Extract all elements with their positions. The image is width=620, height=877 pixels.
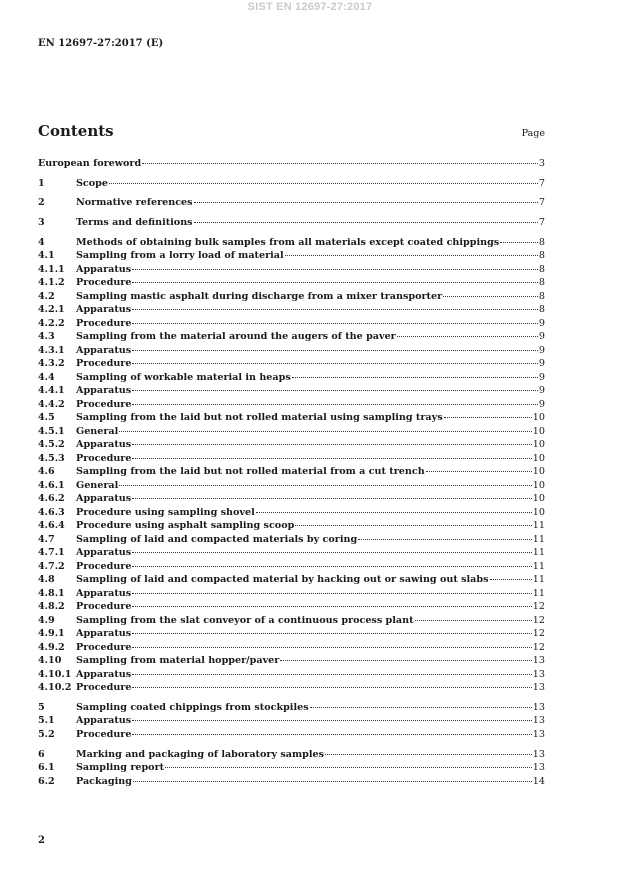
toc-entry[interactable]	[38, 761, 545, 775]
dot-leader	[426, 471, 532, 472]
toc-entry-number: 4.8	[38, 574, 55, 586]
dot-leader	[142, 163, 538, 164]
dot-leader	[358, 539, 532, 540]
toc-entry-title: Apparatus	[76, 263, 132, 275]
toc-entry-title: Procedure	[76, 398, 132, 410]
toc-entry-number: 4.10.1	[38, 668, 72, 680]
toc-entry-number: 6.1	[38, 762, 55, 774]
toc-entry-number: 4.4.2	[38, 398, 65, 410]
toc-entry-page: 11	[532, 533, 545, 545]
toc-entry-number: 5	[38, 701, 45, 713]
toc-entry-title: General	[76, 425, 119, 437]
toc-entry-number: 4.1.2	[38, 277, 65, 289]
toc-entry[interactable]	[38, 411, 545, 425]
toc-entry-page: 10	[532, 506, 545, 518]
toc-entry-page: 12	[532, 628, 545, 640]
dot-leader	[132, 444, 532, 445]
dot-leader	[132, 687, 531, 688]
toc-entry-number: 4.10.2	[38, 682, 72, 694]
dot-leader	[132, 390, 538, 391]
toc-entry[interactable]	[38, 533, 545, 547]
dot-leader	[132, 633, 532, 634]
toc-entry-number: 4.2.1	[38, 304, 65, 316]
toc-entry-title: Apparatus	[76, 493, 132, 505]
toc-entry-page: 12	[532, 614, 545, 626]
toc-entry-number: 4.9	[38, 614, 55, 626]
toc-entry-number: 6	[38, 748, 45, 760]
dot-leader	[132, 404, 537, 405]
toc-entry[interactable]	[38, 465, 545, 479]
toc-entry-number: 4.1	[38, 250, 55, 262]
toc-entry-page: 10	[532, 479, 545, 491]
toc-entry-title: Apparatus	[76, 547, 132, 559]
toc-entry[interactable]	[38, 357, 545, 371]
dot-leader	[292, 377, 538, 378]
toc-entry-page: 8	[538, 263, 545, 275]
toc-entry-number: 4.6	[38, 466, 55, 478]
toc-entry-title: Procedure	[76, 641, 132, 653]
toc-entry-page: 3	[538, 158, 545, 169]
toc-entry-title: Procedure	[76, 277, 132, 289]
toc-entry-title: Apparatus	[76, 439, 132, 451]
toc-entry-number: European foreword	[38, 158, 142, 169]
dot-leader	[444, 417, 532, 418]
page-number: 2	[38, 835, 45, 846]
dot-leader	[165, 767, 532, 768]
toc-entry-page: 13	[532, 728, 545, 740]
toc-entry[interactable]	[38, 438, 545, 452]
toc-entry-number: 1	[38, 177, 45, 189]
page-column-label: Page	[521, 128, 545, 139]
toc-entry-title: Sampling from the slat conveyor of a continuous process plant	[76, 614, 414, 626]
contents-title: Contents	[38, 122, 114, 140]
toc-entry[interactable]	[38, 668, 545, 682]
dot-leader	[310, 707, 532, 708]
table-of-contents	[38, 157, 545, 788]
toc-entry-number: 4.8.1	[38, 587, 65, 599]
toc-entry[interactable]	[38, 748, 545, 762]
toc-entry[interactable]	[38, 398, 545, 412]
toc-entry-page: 9	[538, 317, 545, 329]
toc-entry-page: 9	[538, 358, 545, 370]
toc-entry[interactable]	[38, 701, 545, 715]
toc-entry-title: Procedure using sampling shovel	[76, 506, 255, 518]
toc-entry[interactable]	[38, 157, 545, 171]
toc-entry[interactable]	[38, 600, 545, 614]
toc-entry-number: 4.5	[38, 412, 55, 424]
toc-entry-number: 4.8.2	[38, 601, 65, 613]
dot-leader	[280, 660, 531, 661]
toc-entry-number: 4.3.1	[38, 344, 65, 356]
toc-entry-page: 13	[532, 682, 545, 694]
toc-entry-title: Packaging	[76, 775, 132, 787]
toc-entry[interactable]	[38, 303, 545, 317]
toc-entry-number: 4.1.1	[38, 263, 65, 275]
toc-entry[interactable]	[38, 263, 545, 277]
toc-entry-page: 9	[538, 385, 545, 397]
dot-leader	[132, 606, 531, 607]
toc-entry-title: Sampling from the laid but not rolled material from a cut trench	[76, 466, 425, 478]
document-id: EN 12697-27:2017 (E)	[38, 38, 164, 49]
toc-entry-number: 4.3	[38, 331, 55, 343]
toc-entry[interactable]	[38, 714, 545, 728]
toc-entry-number: 4.6.2	[38, 493, 65, 505]
toc-entry-page: 13	[532, 748, 545, 760]
toc-entry[interactable]	[38, 728, 545, 742]
toc-entry-title: Marking and packaging of laboratory samples	[76, 748, 324, 760]
toc-entry-page: 13	[532, 668, 545, 680]
toc-entry-title: Sampling of laid and compacted material by hacking out or sawing out slabs	[76, 574, 489, 586]
dot-leader	[132, 566, 531, 567]
toc-entry[interactable]	[38, 519, 545, 533]
toc-entry-page: 13	[532, 701, 545, 713]
toc-entry-page: 10	[532, 452, 545, 464]
toc-entry-number: 5.2	[38, 728, 55, 740]
toc-entry-page: 8	[538, 290, 545, 302]
watermark: SIST EN 12697-27:2017	[247, 1, 373, 13]
toc-entry-page: 8	[538, 236, 545, 248]
toc-entry-page: 14	[532, 775, 545, 787]
dot-leader	[132, 720, 532, 721]
toc-entry-title: Sampling of workable material in heaps	[76, 371, 291, 383]
toc-entry-page: 12	[532, 601, 545, 613]
toc-entry-page: 11	[532, 587, 545, 599]
toc-entry-number: 4.7.1	[38, 547, 65, 559]
toc-entry-number: 4.6.1	[38, 479, 65, 491]
toc-entry-page: 13	[532, 655, 545, 667]
toc-entry-page: 9	[538, 344, 545, 356]
dot-leader	[133, 781, 532, 782]
toc-entry[interactable]	[38, 216, 545, 230]
toc-entry-number: 4.5.3	[38, 452, 65, 464]
toc-entry-page: 9	[538, 331, 545, 343]
toc-entry[interactable]	[38, 546, 545, 560]
toc-entry-title: Sampling mastic asphalt during discharge from a mixer transporter	[76, 290, 443, 302]
toc-entry[interactable]	[38, 330, 545, 344]
toc-entry-page: 10	[532, 412, 545, 424]
dot-leader	[500, 242, 538, 243]
toc-entry-page: 8	[538, 304, 545, 316]
toc-entry-number: 4.10	[38, 655, 62, 667]
toc-entry-number: 3	[38, 217, 45, 229]
toc-entry-number: 4.5.2	[38, 439, 65, 451]
toc-entry-number: 4.3.2	[38, 358, 65, 370]
toc-entry[interactable]	[38, 614, 545, 628]
toc-entry-title: Apparatus	[76, 344, 132, 356]
toc-entry[interactable]	[38, 249, 545, 263]
toc-entry-page: 11	[532, 560, 545, 572]
dot-leader	[194, 222, 538, 223]
toc-entry-number: 4.6.4	[38, 520, 65, 532]
toc-entry[interactable]	[38, 425, 545, 439]
toc-entry[interactable]	[38, 276, 545, 290]
dot-leader	[132, 458, 531, 459]
toc-entry-page: 7	[538, 197, 545, 209]
toc-entry[interactable]	[38, 344, 545, 358]
toc-entry[interactable]	[38, 573, 545, 587]
toc-entry[interactable]	[38, 317, 545, 331]
toc-entry-number: 4.2.2	[38, 317, 65, 329]
toc-entry-title: Apparatus	[76, 587, 132, 599]
toc-entry-page: 11	[532, 520, 545, 532]
toc-entry-title: Procedure	[76, 452, 132, 464]
toc-entry-page: 13	[532, 715, 545, 727]
toc-entry-title: Apparatus	[76, 668, 132, 680]
toc-entry-title: Procedure	[76, 358, 132, 370]
toc-entry-title: Sampling from the laid but not rolled material using sampling trays	[76, 412, 443, 424]
toc-entry[interactable]	[38, 479, 545, 493]
toc-entry-title: Procedure	[76, 682, 132, 694]
toc-entry-number: 4.2	[38, 290, 55, 302]
dot-leader	[132, 323, 537, 324]
dot-leader	[132, 363, 537, 364]
toc-entry-title: Terms and definitions	[76, 217, 193, 229]
toc-entry-title: Sampling of laid and compacted materials by coring	[76, 533, 358, 545]
toc-entry-title: Procedure using asphalt sampling scoop	[76, 520, 295, 532]
toc-entry-title: Procedure	[76, 601, 132, 613]
toc-entry-title: Normative references	[76, 197, 193, 209]
dot-leader	[132, 282, 537, 283]
dot-leader	[132, 498, 532, 499]
toc-entry[interactable]	[38, 492, 545, 506]
toc-entry-number: 4	[38, 236, 45, 248]
toc-entry-title: Sampling from the material around the augers of the paver	[76, 331, 396, 343]
toc-entry-title: Procedure	[76, 560, 132, 572]
toc-entry-title: General	[76, 479, 119, 491]
toc-entry-title: Apparatus	[76, 304, 132, 316]
dot-leader	[119, 431, 531, 432]
toc-entry-number: 4.4	[38, 371, 55, 383]
toc-entry-title: Procedure	[76, 317, 132, 329]
dot-leader	[109, 183, 538, 184]
toc-entry-number: 4.7.2	[38, 560, 65, 572]
toc-entry-page: 13	[532, 762, 545, 774]
dot-leader	[132, 552, 532, 553]
dot-leader	[132, 269, 538, 270]
dot-leader	[132, 350, 538, 351]
dot-leader	[119, 485, 531, 486]
toc-entry[interactable]	[38, 371, 545, 385]
toc-entry-page: 8	[538, 250, 545, 262]
toc-entry-number: 4.9.2	[38, 641, 65, 653]
toc-entry[interactable]	[38, 290, 545, 304]
toc-entry[interactable]	[38, 560, 545, 574]
toc-entry-number: 2	[38, 197, 45, 209]
dot-leader	[194, 202, 538, 203]
dot-leader	[443, 296, 538, 297]
toc-entry-title: Sampling report	[76, 762, 165, 774]
toc-entry-title: Apparatus	[76, 385, 132, 397]
dot-leader	[285, 255, 538, 256]
dot-leader	[132, 593, 532, 594]
toc-entry-page: 10	[532, 466, 545, 478]
toc-entry-number: 4.7	[38, 533, 55, 545]
toc-entry-page: 9	[538, 398, 545, 410]
toc-entry[interactable]	[38, 384, 545, 398]
dot-leader	[132, 309, 538, 310]
toc-entry[interactable]	[38, 236, 545, 250]
toc-entry-title: Apparatus	[76, 715, 132, 727]
toc-entry-page: 12	[532, 641, 545, 653]
toc-entry-page: 10	[532, 493, 545, 505]
toc-entry[interactable]	[38, 452, 545, 466]
dot-leader	[256, 512, 532, 513]
toc-entry[interactable]	[38, 627, 545, 641]
toc-entry-title: Methods of obtaining bulk samples from all materials except coated chippings	[76, 236, 500, 248]
toc-entry[interactable]	[38, 506, 545, 520]
toc-entry-number: 4.5.1	[38, 425, 65, 437]
toc-entry[interactable]	[38, 641, 545, 655]
toc-entry-page: 11	[532, 547, 545, 559]
dot-leader	[132, 674, 532, 675]
toc-entry-title: Procedure	[76, 728, 132, 740]
dot-leader	[325, 754, 532, 755]
toc-entry-number: 4.6.3	[38, 506, 65, 518]
toc-entry[interactable]	[38, 196, 545, 210]
toc-entry-number: 4.4.1	[38, 385, 65, 397]
toc-entry-title: Scope	[76, 177, 108, 189]
toc-entry-title: Sampling from a lorry load of material	[76, 250, 284, 262]
toc-entry-page: 9	[538, 371, 545, 383]
dot-leader	[295, 525, 531, 526]
toc-entry-page: 8	[538, 277, 545, 289]
toc-entry-title: Apparatus	[76, 628, 132, 640]
toc-entry-title: Sampling from material hopper/paver	[76, 655, 280, 667]
toc-entry-page: 7	[538, 217, 545, 229]
toc-entry-number: 4.9.1	[38, 628, 65, 640]
toc-entry[interactable]	[38, 775, 545, 789]
toc-entry-page: 11	[532, 574, 545, 586]
toc-entry[interactable]	[38, 587, 545, 601]
dot-leader	[132, 734, 531, 735]
toc-entry-page: 10	[532, 439, 545, 451]
toc-entry-page: 7	[538, 177, 545, 189]
dot-leader	[490, 579, 532, 580]
dot-leader	[132, 647, 531, 648]
dot-leader	[397, 336, 538, 337]
toc-entry[interactable]	[38, 681, 545, 695]
toc-entry-page: 10	[532, 425, 545, 437]
toc-entry[interactable]	[38, 654, 545, 668]
dot-leader	[415, 620, 532, 621]
toc-entry-title: Sampling coated chippings from stockpiles	[76, 701, 309, 713]
toc-entry-number: 5.1	[38, 715, 55, 727]
toc-entry-number: 6.2	[38, 775, 55, 787]
toc-entry[interactable]	[38, 177, 545, 191]
